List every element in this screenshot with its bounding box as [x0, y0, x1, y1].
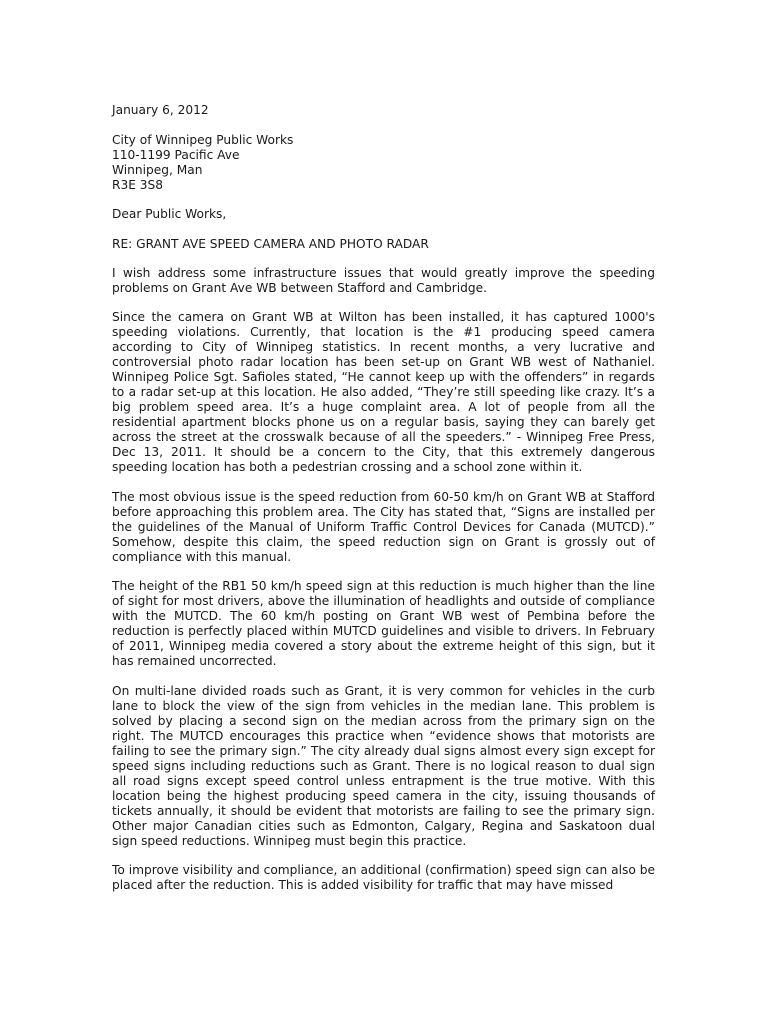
- salutation: Dear Public Works,: [112, 207, 227, 221]
- body-paragraph: On multi-lane divided roads such as Grant, it is very common for vehicles in the curb lane to block the view of the sign from vehicles in the median lane. This problem is solved by placing a second sign on the median across from the primary sign on the right. The MUTCD encourages this practice when “evidence shows that motorists are failing to see the primary sign.” The city already dual signs almost every sign except for speed signs including reductions such as Grant. There is no logical reason to dual sign all road signs except speed control unless entrapment is the true motive. With this location being the highest producing speed camera in the city, issuing thousands of tickets annually, it should be evident that motorists are failing to see the primary sign. Other major Canadian cities such as Edmonton, Calgary, Regina and Saskatoon dual sign speed reductions. Winnipeg must begin this practice.: [112, 683, 655, 848]
- letter-date: January 6, 2012: [112, 103, 209, 117]
- body-paragraph: I wish address some infrastructure issues that would greatly improve the speeding problems on Grant Ave WB between Stafford and Cambridge.: [112, 265, 655, 295]
- recipient-address: [112, 133, 655, 193]
- recipient-line: City of Winnipeg Public Works: [112, 132, 294, 147]
- body-paragraph: To improve visibility and compliance, an additional (confirmation) speed sign can also be placed after the reduction. This is added visibility for traffic that may have missed: [112, 863, 655, 892]
- body-paragraph: The height of the RB1 50 km/h speed sign at this reduction is much higher than the line of sight for most drivers, above the illumination of headlights and outside of compliance with the MUTCD. The 60 km/h posting on Grant WB west of Pembina before the reduction is perfectly placed within MUTCD guidelines and visible to drivers. In February of 2011, Winnipeg media covered a story about the extreme height of this sign, but it has remained uncorrected.: [112, 579, 655, 668]
- recipient-line: 110-1199 Pacific Ave: [112, 147, 240, 162]
- recipient-line: Winnipeg, Man: [112, 162, 203, 177]
- body-paragraph: The most obvious issue is the speed reduction from 60-50 km/h on Grant WB at Stafford before approaching this problem area. The City has stated that, “Signs are installed per the guidelines of the Manual of Uniform Traffic Control Devices for Canada (MUTCD).” Somehow, despite this claim, the speed reduction sign on Grant is grossly out of compliance with this manual.: [112, 489, 655, 564]
- body-paragraph: Since the camera on Grant WB at Wilton has been installed, it has captured 1000's speeding violations. Currently, that location is the #1 producing speed camera according to City of Winnipeg statistics. In recent months, a very lucrative and controversial photo radar location has been set-up on Grant WB west of Nathaniel. Winnipeg Police Sgt. Safioles stated, “He cannot keep up with the offenders” in regards to a radar set-up at this location. He also added, “They’re still speeding like crazy. It’s a big problem speed area. It’s a huge complaint area. A lot of people from all the residential apartment blocks phone us on a regular basis, saying they can barely get across the street at the crosswalk because of all the speeders.” - Winnipeg Free Press, Dec 13, 2011. It should be a concern to the City, that this extremely dangerous speeding location has both a pedestrian crossing and a school zone within it.: [112, 310, 655, 474]
- letter-page: [112, 103, 655, 893]
- recipient-line: R3E 3S8: [112, 177, 164, 192]
- subject-line: RE: GRANT AVE SPEED CAMERA AND PHOTO RADAR: [112, 236, 429, 251]
